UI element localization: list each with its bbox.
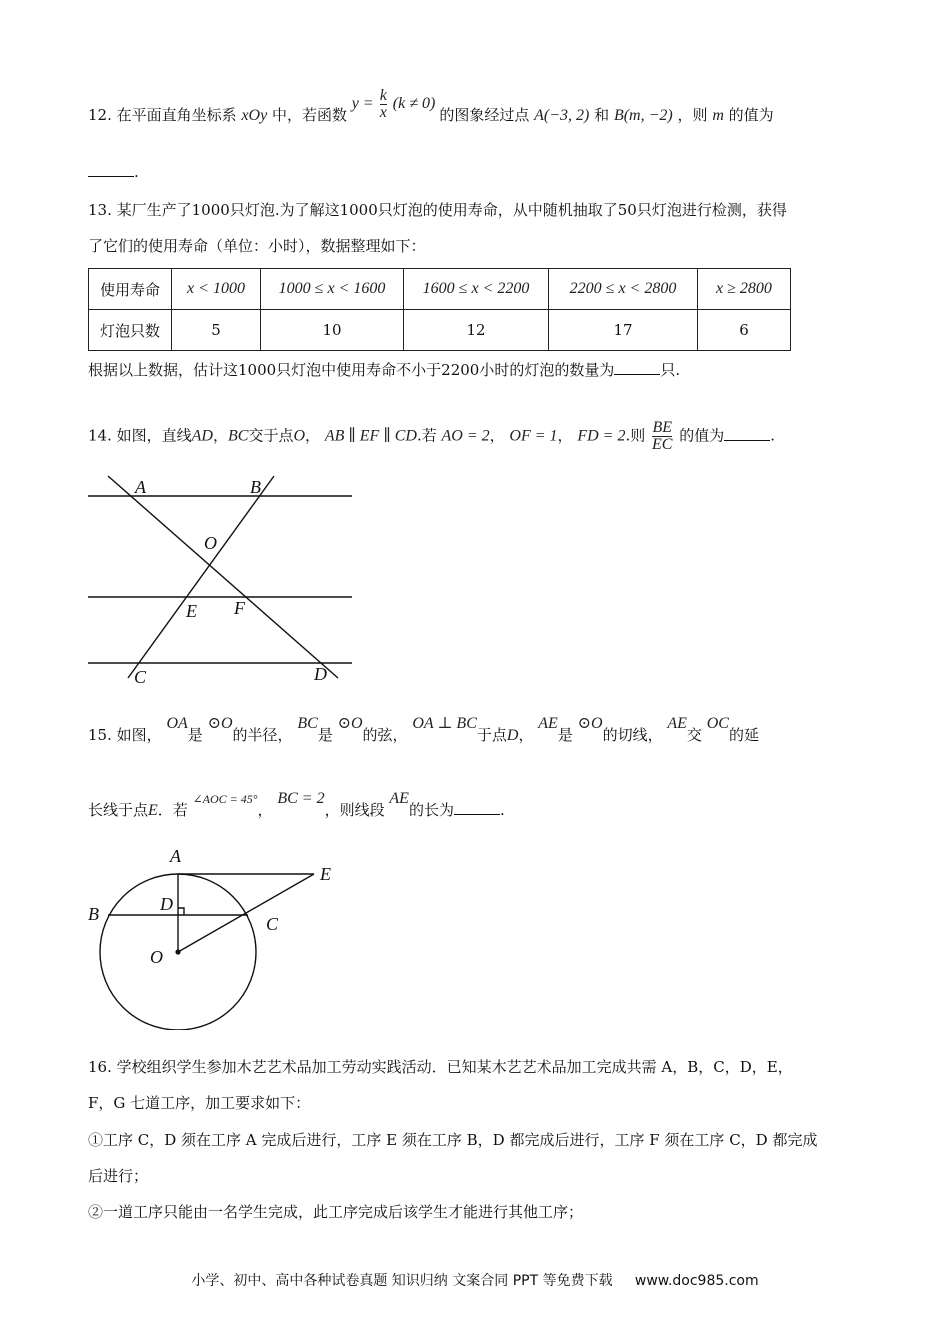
q15-line2-d: ，则线段 bbox=[324, 801, 385, 819]
q15-number: 15. bbox=[88, 726, 112, 744]
q16-line1: 16. 学校组织学生参加木艺艺术品加工劳动实践活动．已知某木艺艺术品加工完成共需 A，B，C，D，E， bbox=[88, 1058, 793, 1076]
q16-line2: F，G 七道工序，加工要求如下： bbox=[88, 1094, 311, 1112]
footer-site-link[interactable]: www.doc985.com bbox=[634, 1273, 759, 1289]
label-a: A bbox=[170, 846, 181, 866]
table-row bbox=[89, 269, 791, 310]
q15-perp: OA ⊥ BC bbox=[412, 715, 477, 732]
q14-text-e: ， bbox=[489, 426, 505, 445]
label-o: O bbox=[204, 533, 217, 553]
q12-func-lhs: y = bbox=[351, 95, 374, 113]
q12-text-e: ，则 bbox=[677, 106, 708, 125]
right-angle-mark bbox=[178, 908, 184, 915]
q14-text-b: 交于点 bbox=[248, 426, 294, 445]
q15-text-b: 的半径， bbox=[232, 726, 293, 744]
label-d: D bbox=[160, 894, 173, 914]
q14-bc: BC bbox=[228, 427, 249, 445]
label-f: F bbox=[234, 598, 245, 618]
q15-jiao: 交 bbox=[686, 726, 702, 744]
q14-ao: AO = 2 bbox=[441, 427, 490, 445]
label-e: E bbox=[186, 601, 197, 621]
q14-line bbox=[88, 420, 775, 453]
q14-end: . bbox=[770, 426, 776, 445]
q12-var-m: m bbox=[712, 107, 724, 125]
q13-line1 bbox=[88, 200, 787, 220]
q15-d: D bbox=[506, 727, 519, 744]
table-cell: 1600 ≤ x < 2200 bbox=[404, 269, 549, 310]
q15-circ3: ⊙O bbox=[577, 715, 603, 732]
q14-parallel: AB ∥ EF ∥ CD bbox=[324, 427, 417, 445]
q12-text-d: 和 bbox=[594, 106, 610, 125]
q14-number: 14. bbox=[88, 426, 112, 445]
q15-ae2: AE bbox=[667, 715, 687, 732]
page-footer bbox=[0, 1270, 950, 1290]
q12-coord-sys: xOy bbox=[241, 107, 268, 125]
q12-text-a: 在平面直角坐标系 bbox=[116, 106, 237, 125]
table-cell: 6 bbox=[698, 310, 791, 351]
table-header-cell: 灯泡只数 bbox=[89, 310, 172, 351]
q15-shi3: 是 bbox=[557, 726, 573, 744]
q15-end: . bbox=[499, 801, 505, 819]
table-cell: 2200 ≤ x < 2800 bbox=[549, 269, 698, 310]
q15-line2-b: ．若 bbox=[157, 801, 188, 819]
segment-oe bbox=[178, 874, 314, 952]
q15-e: E bbox=[148, 802, 158, 819]
q15-text-d2: ， bbox=[518, 726, 534, 744]
q13-line1-text: 某厂生产了1000只灯泡.为了解这1000只灯泡的使用寿命，从中随机抽取了50只灯泡进行检测，获得 bbox=[116, 201, 787, 219]
label-a: A bbox=[135, 477, 146, 497]
label-e: E bbox=[320, 864, 331, 884]
q13-line2: 了它们的使用寿命（单位：小时），数据整理如下： bbox=[88, 237, 426, 255]
q15-shi1: 是 bbox=[187, 726, 203, 744]
label-o: O bbox=[150, 947, 163, 967]
q13-line3 bbox=[88, 360, 680, 380]
q15-oc: OC bbox=[706, 715, 729, 732]
q15-bc-len: BC = 2 bbox=[277, 790, 325, 807]
line-ad bbox=[108, 476, 338, 678]
table-cell: 5 bbox=[172, 310, 261, 351]
q14-fraction bbox=[652, 420, 672, 453]
table-header-cell: 使用寿命 bbox=[89, 269, 172, 310]
q15-line2 bbox=[88, 790, 505, 821]
q12-answer-line bbox=[88, 162, 139, 182]
q13-number: 13. bbox=[88, 201, 112, 219]
q12-func-cond: (k ≠ 0) bbox=[392, 95, 436, 113]
q14-ad: AD bbox=[191, 427, 213, 445]
q15-line1 bbox=[88, 715, 759, 746]
q13-line3-b: 只. bbox=[660, 361, 681, 379]
label-b: B bbox=[88, 904, 99, 924]
footer-text: 小学、初中、高中各种试卷真题 知识归纳 文案合同 PPT 等免费下载 bbox=[191, 1273, 613, 1289]
q15-line2-a: 长线于点 bbox=[88, 801, 149, 819]
q15-angle: ∠AOC = 45° bbox=[192, 792, 258, 806]
q15-shi2: 是 bbox=[317, 726, 333, 744]
q15-text-a: 如图， bbox=[116, 726, 162, 744]
q14-text-c: ， bbox=[305, 426, 321, 445]
q13-line3-a: 根据以上数据，估计这1000只灯泡中使用寿命不小于2200小时的灯泡的数量为 bbox=[88, 361, 615, 379]
label-d: D bbox=[314, 664, 327, 684]
q12-point-a: A(−3, 2) bbox=[534, 107, 590, 125]
q12-answer-blank[interactable] bbox=[88, 162, 134, 177]
table-cell: 10 bbox=[261, 310, 404, 351]
q12-line bbox=[88, 87, 774, 133]
q13-answer-blank[interactable] bbox=[614, 360, 660, 375]
q14-text-g: .则 bbox=[625, 426, 646, 445]
q14-frac-den: EC bbox=[652, 436, 673, 453]
table-cell: 17 bbox=[549, 310, 698, 351]
q14-fd: FD = 2 bbox=[577, 427, 626, 445]
q12-text-b: 中，若函数 bbox=[271, 106, 347, 125]
q15-circ2: ⊙O bbox=[337, 715, 363, 732]
q16-line3: ①工序 C，D 须在工序 A 完成后进行，工序 E 须在工序 B，D 都完成后进行，工序 F 须在工序 C，D 都完成 bbox=[88, 1131, 818, 1149]
q15-line2-e: 的长为 bbox=[408, 801, 454, 819]
label-c: C bbox=[134, 667, 147, 687]
label-b: B bbox=[250, 477, 261, 497]
q14-frac-num: BE bbox=[652, 419, 673, 436]
q16-line5: ②一道工序只能由一名学生完成，此工序完成后该学生才能进行其他工序； bbox=[88, 1203, 584, 1221]
table-cell: 1000 ≤ x < 1600 bbox=[261, 269, 404, 310]
q12-func-num: k bbox=[379, 87, 387, 104]
q12-text-f: 的值为 bbox=[728, 106, 774, 125]
line-bc bbox=[128, 476, 274, 678]
q14-of: OF = 1 bbox=[509, 427, 558, 445]
table-cell: x ≥ 2800 bbox=[698, 269, 791, 310]
q15-text-e: 的切线， bbox=[602, 726, 663, 744]
q14-text-h: 的值为 bbox=[679, 426, 725, 445]
q15-answer-blank[interactable] bbox=[454, 800, 500, 815]
q16-line4: 后进行； bbox=[88, 1167, 149, 1185]
q13-data-table bbox=[88, 268, 791, 351]
q14-text-a: 如图，直线 bbox=[116, 426, 192, 445]
q15-bc: BC bbox=[297, 715, 318, 732]
q15-ae3: AE bbox=[389, 790, 409, 807]
q15-line2-c: ， bbox=[257, 801, 273, 819]
q14-comma: ， bbox=[212, 426, 228, 445]
q12-end: . bbox=[134, 163, 139, 181]
q14-o: O bbox=[293, 427, 306, 445]
q14-answer-blank[interactable] bbox=[724, 426, 770, 441]
center-dot bbox=[175, 949, 180, 954]
q14-text-d: .若 bbox=[416, 426, 437, 445]
q12-point-b: B(m, −2) bbox=[613, 107, 673, 125]
table-row bbox=[89, 310, 791, 351]
q15-text-c: 的弦， bbox=[362, 726, 408, 744]
q15-figure bbox=[80, 840, 350, 1030]
q12-number: 12. bbox=[88, 106, 112, 125]
q12-func-den: x bbox=[379, 104, 387, 121]
q14-text-f: ， bbox=[557, 426, 573, 445]
q15-ae: AE bbox=[538, 715, 558, 732]
q15-text-d: 于点 bbox=[476, 726, 507, 744]
q15-text-f: 的延 bbox=[728, 726, 759, 744]
q12-func-fraction bbox=[380, 88, 387, 121]
table-cell: x < 1000 bbox=[172, 269, 261, 310]
q15-oa: OA bbox=[166, 715, 188, 732]
q12-text-c: 的图象经过点 bbox=[439, 106, 530, 125]
table-cell: 12 bbox=[404, 310, 549, 351]
q12-func bbox=[351, 87, 440, 121]
q14-figure bbox=[80, 470, 370, 690]
label-c: C bbox=[266, 914, 279, 934]
q15-circ1: ⊙O bbox=[207, 715, 233, 732]
